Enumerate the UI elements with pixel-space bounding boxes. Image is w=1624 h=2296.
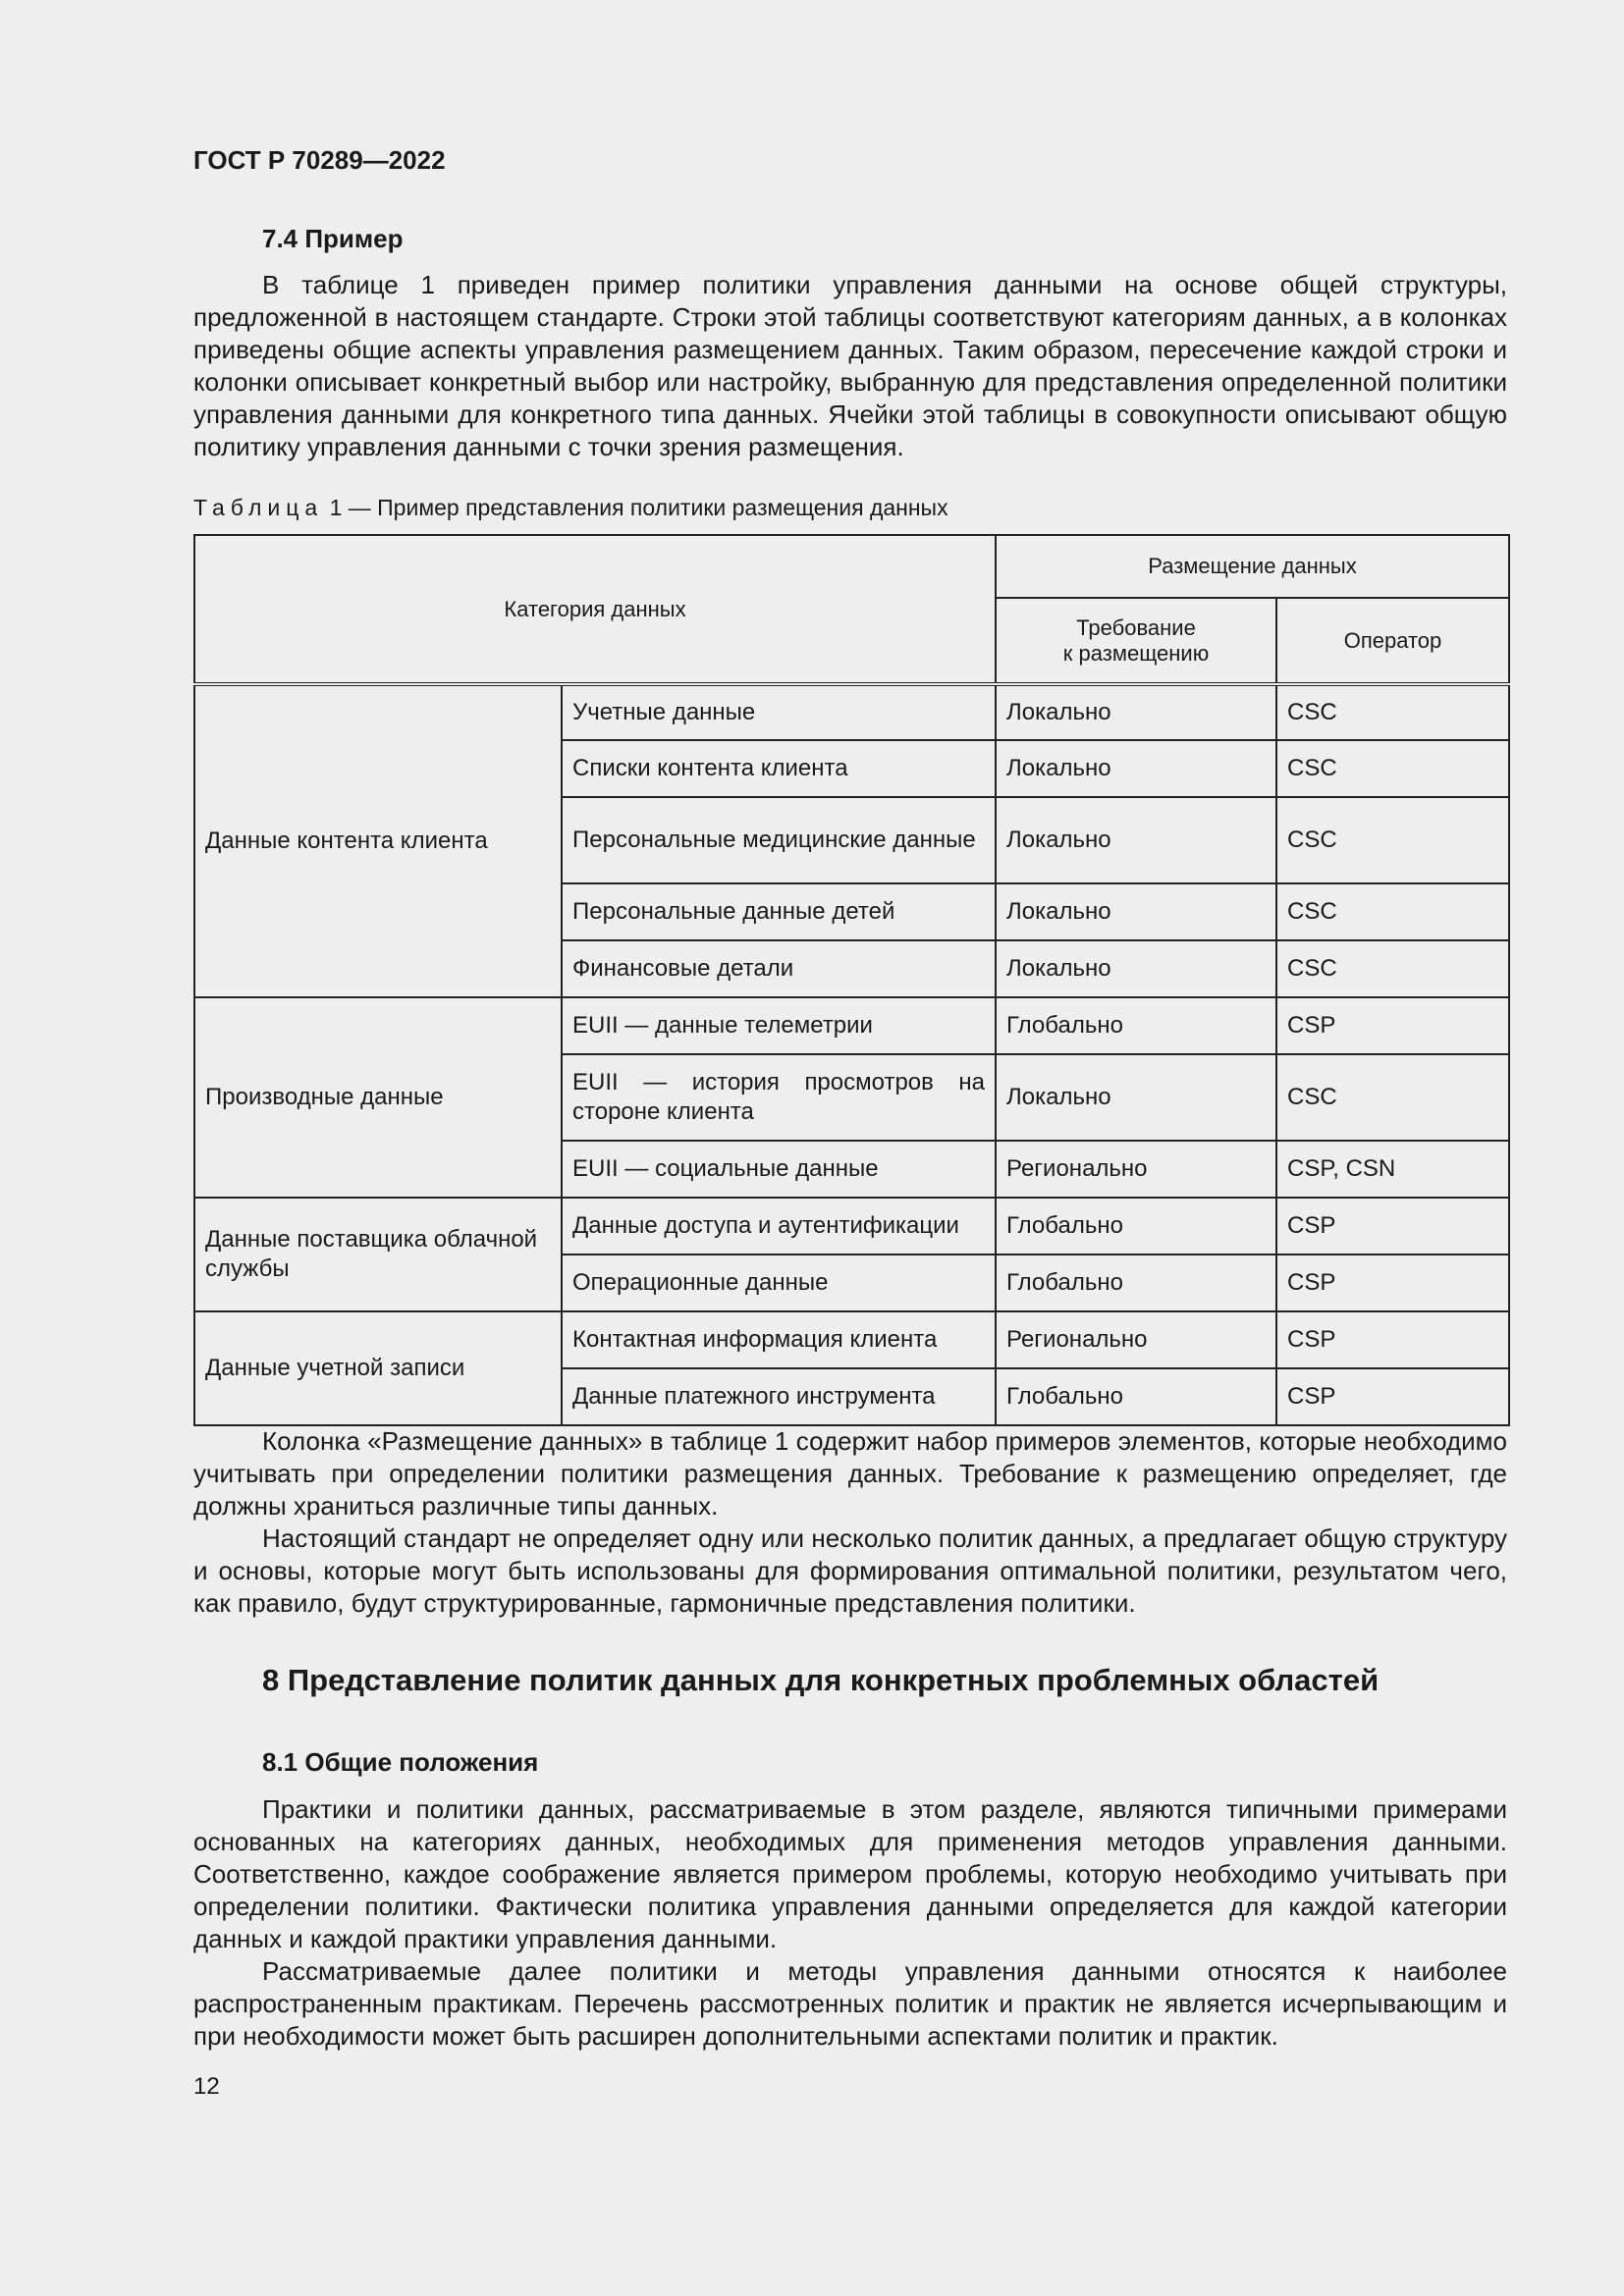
header-requirement: Требование к размещению bbox=[996, 598, 1276, 684]
operator-cell: CSC bbox=[1276, 1054, 1509, 1141]
section-heading-7-4: 7.4 Пример bbox=[262, 224, 404, 253]
category-cell: Данные контента клиента bbox=[194, 684, 562, 997]
section-8-1-paragraph-2: Рассматриваемые далее политики и методы управления данными относятся к наиболее распространенным практикам. Перечень рассмотренных политик и практик не является исчерпывающим и при необходимости может быть расширен дополнительными аспектами политик и практик. bbox=[193, 1956, 1507, 2051]
section-7-4-paragraph: В таблице 1 приведен пример политики управления данными на основе общей структуры, предложенной в настоящем стандарте. Строки этой таблицы соответствуют категориям данных, а в колонках приведены общие аспекты управления размещением данных. Таким образом, пересечение каждой строки и колонки описывает конкретный выбор или настройку, выбранную для представления определенной политики управления данными для конкретного типа данных. Ячейки этой таблицы в совокупности описывают общую политику управления данными с точки зрения размещения. bbox=[193, 270, 1507, 461]
requirement-cell: Локально bbox=[996, 883, 1276, 940]
item-cell: Контактная информация клиента bbox=[562, 1311, 996, 1368]
document-id: ГОСТ Р 70289—2022 bbox=[193, 145, 446, 175]
category-cell: Данные поставщика облачной службы bbox=[194, 1198, 562, 1311]
operator-cell: CSC bbox=[1276, 940, 1509, 997]
item-cell: Персональные данные детей bbox=[562, 883, 996, 940]
item-cell: Данные платежного инструмента bbox=[562, 1368, 996, 1425]
table-row bbox=[194, 1311, 1509, 1368]
item-cell: Персональные медицинские данные bbox=[562, 797, 996, 883]
table-row bbox=[194, 1198, 1509, 1255]
requirement-cell: Локально bbox=[996, 684, 1276, 740]
placement-table-wrap bbox=[193, 534, 1507, 1426]
requirement-cell: Локально bbox=[996, 740, 1276, 797]
table-body bbox=[194, 684, 1509, 1425]
item-cell: Учетные данные bbox=[562, 684, 996, 740]
table-caption bbox=[193, 493, 1507, 522]
table-row bbox=[194, 997, 1509, 1054]
item-cell: Данные доступа и аутентификации bbox=[562, 1198, 996, 1255]
section-8 bbox=[193, 1663, 1507, 1698]
operator-cell: CSP bbox=[1276, 997, 1509, 1054]
operator-cell: CSP bbox=[1276, 1255, 1509, 1311]
operator-cell: CSC bbox=[1276, 740, 1509, 797]
item-cell: Финансовые детали bbox=[562, 940, 996, 997]
header-operator: Оператор bbox=[1276, 598, 1509, 684]
operator-cell: CSC bbox=[1276, 883, 1509, 940]
section-8-1 bbox=[193, 1747, 1507, 2053]
table-caption-prefix: Таблица bbox=[193, 495, 324, 520]
operator-cell: CSC bbox=[1276, 797, 1509, 883]
section-heading-8: 8 Представление политик данных для конкретных проблемных областей bbox=[262, 1663, 1380, 1697]
item-cell: EUII — данные телеметрии bbox=[562, 997, 996, 1054]
requirement-cell: Регионально bbox=[996, 1141, 1276, 1198]
item-cell: EUII — история просмотров на стороне клиента bbox=[562, 1054, 996, 1141]
item-cell: Списки контента клиента bbox=[562, 740, 996, 797]
operator-cell: CSP bbox=[1276, 1368, 1509, 1425]
section-7-4 bbox=[193, 224, 1507, 463]
table-row bbox=[194, 684, 1509, 740]
header-category: Категория данных bbox=[194, 535, 996, 684]
after-table-paragraph-2: Настоящий стандарт не определяет одну или несколько политик данных, а предлагает общую структуру и основы, которые могут быть использованы для формирования оптимальной политики, результатом чего, как правило, будут структурированные, гармоничные представления политики. bbox=[193, 1523, 1507, 1618]
table-caption-text: 1 — Пример представления политики размещения данных bbox=[329, 495, 948, 520]
operator-cell: CSP bbox=[1276, 1311, 1509, 1368]
placement-table bbox=[193, 534, 1510, 1426]
requirement-cell: Локально bbox=[996, 1054, 1276, 1141]
after-table-text bbox=[193, 1425, 1507, 1620]
requirement-cell: Глобально bbox=[996, 1198, 1276, 1255]
section-heading-8-1: 8.1 Общие положения bbox=[262, 1747, 539, 1777]
item-cell: Операционные данные bbox=[562, 1255, 996, 1311]
section-8-1-paragraph-1: Практики и политики данных, рассматриваемые в этом разделе, являются типичными примерами основанных на категориях данных, необходимых для применения методов управления данными. Соответственно, каждое соображение является примером проблемы, которую необходимо учитывать при определении политики. Фактически политика управления данными определяется для каждой категории данных и каждой практики управления данными. bbox=[193, 1794, 1507, 1953]
category-cell: Данные учетной записи bbox=[194, 1311, 562, 1425]
operator-cell: CSC bbox=[1276, 684, 1509, 740]
page-number: 12 bbox=[193, 2073, 220, 2100]
after-table-paragraph-1: Колонка «Размещение данных» в таблице 1 содержит набор примеров элементов, которые необходимо учитывать при определении политики размещения данных. Требование к размещению определяет, где должны храниться различные типы данных. bbox=[193, 1426, 1507, 1521]
requirement-cell: Локально bbox=[996, 940, 1276, 997]
requirement-cell: Регионально bbox=[996, 1311, 1276, 1368]
item-cell: EUII — социальные данные bbox=[562, 1141, 996, 1198]
requirement-cell: Локально bbox=[996, 797, 1276, 883]
requirement-cell: Глобально bbox=[996, 1368, 1276, 1425]
requirement-cell: Глобально bbox=[996, 1255, 1276, 1311]
category-cell: Производные данные bbox=[194, 997, 562, 1198]
operator-cell: CSP, CSN bbox=[1276, 1141, 1509, 1198]
operator-cell: CSP bbox=[1276, 1198, 1509, 1255]
header-placement: Размещение данных bbox=[996, 535, 1509, 598]
requirement-cell: Глобально bbox=[996, 997, 1276, 1054]
